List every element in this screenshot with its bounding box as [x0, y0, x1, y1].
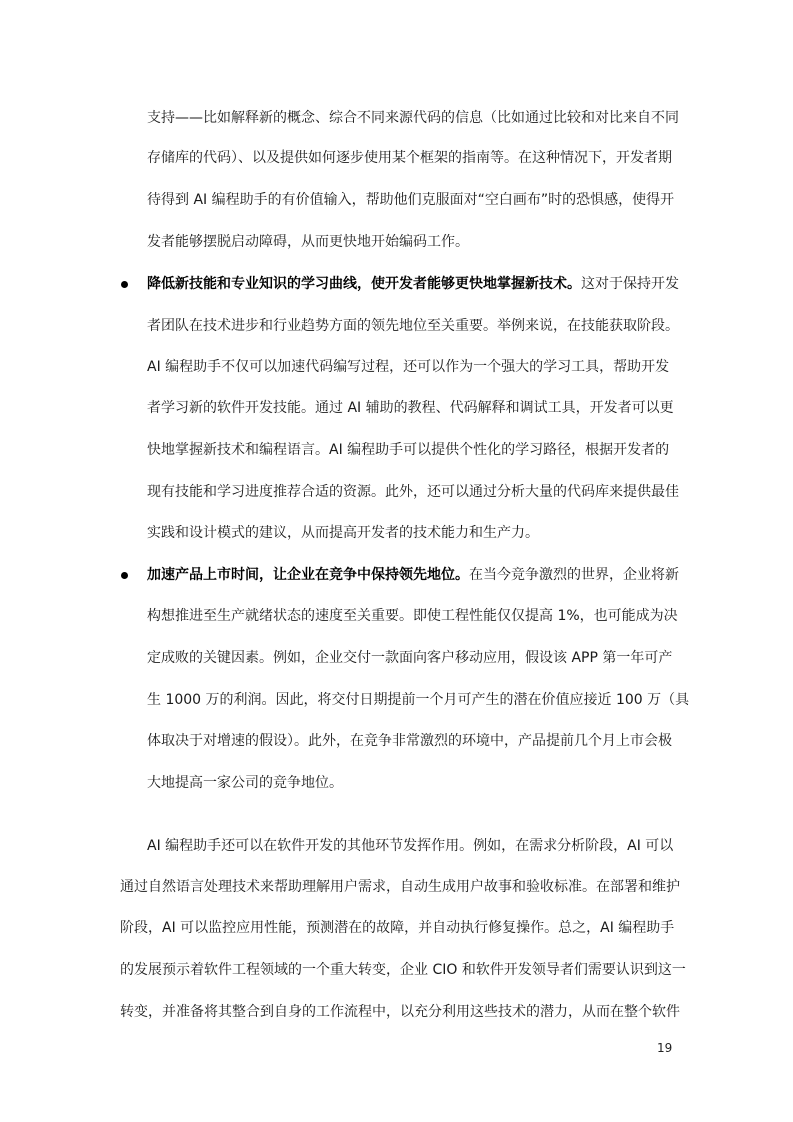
- bullet2-line-6: 大地提高一家公司的竞争地位。: [147, 775, 343, 791]
- para1-line-1: 支持——比如解释新的概念、综合不同来源代码的信息（比如通过比较和对比来自不同: [147, 110, 679, 126]
- bullet1-line-1: [147, 274, 679, 294]
- bullet1-line-2: 者团队在技术进步和行业趋势方面的领先地位至关重要。举例来说，在技能获取阶段。: [147, 318, 679, 334]
- para2-line-5: 转变，并准备将其整合到自身的工作流程中，以充分利用这些技术的潜力，从而在整个软件: [120, 1004, 680, 1020]
- para2-line-4: 的发展预示着软件工程领域的一个重大转变，企业 CIO 和软件开发领导者们需要认识到这一: [120, 962, 686, 978]
- page-number: 19: [657, 1041, 673, 1055]
- bullet1-line-4: 者学习新的软件开发技能。通过 AI 辅助的教程、代码解释和调试工具，开发者可以更: [147, 400, 674, 416]
- para1-line-4: 发者能够摆脱启动障碍，从而更快地开始编码工作。: [147, 234, 469, 250]
- bullet1-heading: 降低新技能和专业知识的学习曲线，使开发者能够更快地掌握新技术。: [147, 276, 581, 292]
- bullet2-line-5: 体取决于对增速的假设）。此外，在竞争非常激烈的环境中，产品提前几个月上市会极: [147, 733, 672, 749]
- para2-line-3: 阶段，AI 可以监控应用性能，预测潜在的故障，并自动执行修复操作。总之，AI 编程助手: [120, 920, 675, 936]
- bullet2-lead-text: 在当今竞争激烈的世界，企业将新: [469, 567, 679, 583]
- bullet1-line-5: 快地掌握新技术和编程语言。AI 编程助手可以提供个性化的学习路径，根据开发者的: [147, 442, 670, 458]
- bullet2-line-3: 定成败的关键因素。例如，企业交付一款面向客户移动应用，假设该 APP 第一年可产: [147, 650, 673, 666]
- bullet2-line-2: 构想推进至生产就绪状态的速度至关重要。即使工程性能仅仅提高 1%，也可能成为决: [147, 608, 678, 624]
- bullet1-lead-text: 这对于保持开发: [581, 276, 679, 292]
- bullet1-line-3: AI 编程助手不仅可以加速代码编写过程，还可以作为一个强大的学习工具，帮助开发: [147, 359, 670, 375]
- bullet-dot-2: [121, 572, 128, 579]
- para1-line-2: 存储库的代码）、以及提供如何逐步使用某个框架的指南等。在这种情况下，开发者期: [147, 150, 672, 166]
- bullet2-heading: 加速产品上市时间，让企业在竞争中保持领先地位。: [147, 567, 469, 583]
- para1-line-3: 待得到 AI 编程助手的有价值输入，帮助他们克服面对“空白画布”时的恐惧感，使得开: [147, 192, 675, 208]
- para2-line-2: 通过自然语言处理技术来帮助理解用户需求，自动生成用户故事和验收标准。在部署和维护: [120, 879, 680, 895]
- bullet2-line-4: 生 1000 万的利润。因此，将交付日期提前一个月可产生的潜在价值应接近 100 万（具: [147, 692, 690, 708]
- para2-line-1: AI 编程助手还可以在软件开发的其他环节发挥作用。例如，在需求分析阶段，AI 可以: [147, 838, 674, 854]
- bullet1-line-6: 现有技能和学习进度推荐合适的资源。此外，还可以通过分析大量的代码库来提供最佳: [147, 484, 679, 500]
- bullet1-line-7: 实践和设计模式的建议，从而提高开发者的技术能力和生产力。: [147, 525, 539, 541]
- bullet2-line-1: [147, 565, 679, 585]
- bullet-dot-1: [121, 281, 128, 288]
